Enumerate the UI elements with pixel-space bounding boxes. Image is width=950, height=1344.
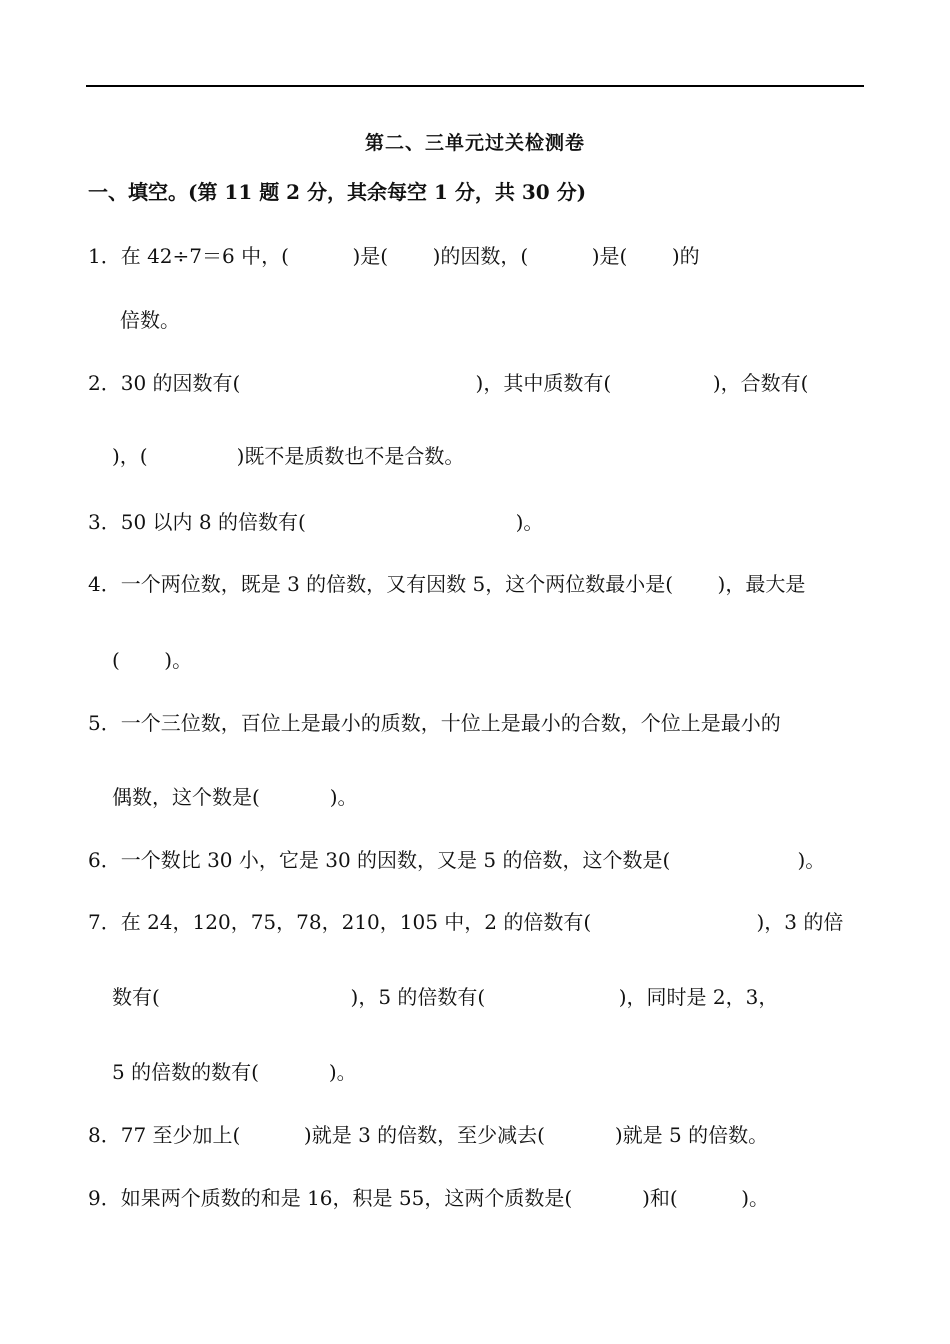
header-rule	[86, 85, 864, 87]
question-7-line-1: 7．在 24，120，75，78，210，105 中，2 的倍数有( )，3 的倍	[88, 910, 844, 934]
page-title: 第二、三单元过关检测卷	[364, 132, 585, 154]
question-5-line-2: 偶数，这个数是( )。	[112, 785, 358, 809]
section-heading: 一、填空。(第 11 题 2 分，其余每空 1 分，共 30 分)	[88, 180, 587, 204]
question-2-line-1: 2．30 的因数有( )，其中质数有( )，合数有(	[88, 371, 809, 395]
question-9-line-1: 9．如果两个质数的和是 16，积是 55，这两个质数是( )和( )。	[88, 1186, 770, 1210]
question-7-line-2: 数有( )，5 的倍数有( )，同时是 2，3，	[112, 985, 779, 1009]
question-4-line-2: ( )。	[112, 648, 193, 672]
question-1-line-2: 倍数。	[120, 308, 180, 332]
question-4-line-1: 4．一个两位数，既是 3 的倍数，又有因数 5，这个两位数最小是( )，最大是	[88, 572, 806, 596]
question-7-line-3: 5 的倍数的数有( )。	[112, 1060, 357, 1084]
question-5-line-1: 5．一个三位数，百位上是最小的质数，十位上是最小的合数，个位上是最小的	[88, 711, 781, 735]
question-1-line-1: 1．在 42÷7＝6 中，( )是( )的因数，( )是( )的	[88, 244, 700, 268]
question-2-line-2: )，( )既不是质数也不是合数。	[112, 444, 465, 468]
question-8-line-1: 8．77 至少加上( )就是 3 的倍数，至少减去( )就是 5 的倍数。	[88, 1123, 769, 1147]
question-6-line-1: 6．一个数比 30 小，它是 30 的因数，又是 5 的倍数，这个数是( )。	[88, 848, 826, 872]
question-3-line-1: 3．50 以内 8 的倍数有( )。	[88, 510, 544, 534]
